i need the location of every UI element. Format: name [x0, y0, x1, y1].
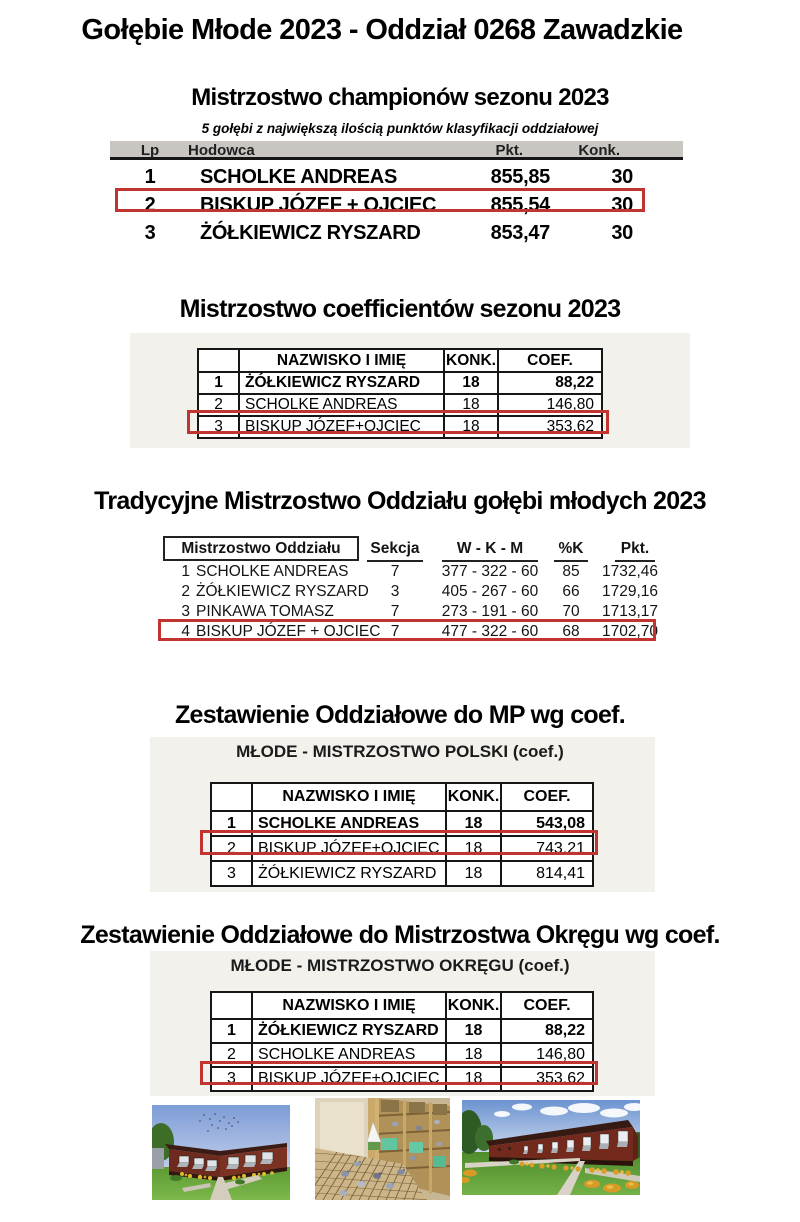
cell-pkt: 853,47	[490, 222, 550, 244]
section-title-champions: Mistrzostwo championów sezonu 2023	[191, 84, 609, 111]
section-title-traditional: Tradycyjne Mistrzostwo Oddziału gołębi młodych 2023	[94, 487, 706, 515]
column-header-name: NAZWISKO I IMIĘ	[240, 350, 445, 371]
column-header-lp: Lp	[140, 142, 160, 159]
cell-coef: 353,62	[536, 1070, 585, 1087]
column-header-konk: Konk.	[578, 142, 620, 159]
cell-nr: 1	[199, 373, 240, 393]
cell-nr: 3	[212, 1068, 253, 1090]
cell-name: BISKUP JÓZEF+OJCIEC	[253, 837, 447, 860]
column-header-hodowca: Hodowca	[188, 142, 255, 159]
loft-interior-illustration	[315, 1098, 450, 1200]
cell-pkt: 1702,70	[601, 623, 658, 640]
cell-konk: 18	[447, 812, 502, 835]
cell-coef: 146,80	[536, 1046, 585, 1063]
cell-sekcja: 7	[390, 603, 400, 620]
highlight-box-champions	[115, 188, 645, 212]
cell-konk: 30	[611, 222, 633, 244]
section-subtitle-mp: MŁODE - MISTRZOSTWO POLSKI (coef.)	[236, 742, 564, 761]
section-title-okreg: Zestawienie Oddziałowe do Mistrzostwa Okręgu wg coef.	[80, 921, 720, 949]
cell-pkt: 855,85	[490, 166, 550, 188]
table-row	[158, 562, 668, 582]
cell-name: ŻÓŁKIEWICZ RYSZARD	[253, 1020, 447, 1042]
section-title-mp: Zestawienie Oddziałowe do MP wg coef.	[174, 701, 626, 729]
cell-coef: 88,22	[544, 1022, 585, 1039]
cell-name: BISKUP JÓZEF + OJCIEC	[196, 623, 381, 640]
table-row	[158, 582, 668, 602]
table-row	[212, 860, 592, 885]
cell-name: ŻÓŁKIEWICZ RYSZARD	[240, 373, 445, 393]
section-subtitle-okreg: MŁODE - MISTRZOSTWO OKRĘGU (coef.)	[230, 956, 570, 975]
cell-konk: 18	[447, 1068, 502, 1090]
cell-nr: 3	[199, 417, 240, 437]
cell-pkt: 855,54	[490, 194, 550, 216]
cell-konk: 30	[611, 194, 633, 216]
column-header-pkt: Pkt.	[615, 538, 655, 562]
cell-wkm: 273 - 191 - 60	[441, 603, 539, 620]
cell-name: SCHOLKE ANDREAS	[253, 1044, 447, 1066]
cell-coef: 146,80	[546, 396, 594, 413]
cell-coef: 88,22	[555, 374, 594, 391]
cell-konk: 30	[611, 166, 633, 188]
table-header-row	[212, 993, 592, 1018]
cell-coef: 543,08	[536, 814, 585, 832]
cell-lp: 1	[144, 166, 156, 188]
cell-nr: 3	[212, 862, 253, 885]
cell-coef: 353,62	[546, 418, 594, 435]
cell-pk: 85	[562, 563, 580, 580]
photo-loft-exterior-right[interactable]	[462, 1100, 640, 1195]
cell-sekcja: 7	[390, 623, 400, 640]
cell-name: ŻÓŁKIEWICZ RYSZARD	[253, 862, 447, 885]
cell-wkm: 477 - 322 - 60	[441, 623, 539, 640]
cell-konk: 18	[445, 417, 499, 437]
cell-name: BISKUP JÓZEF+OJCIEC	[240, 417, 445, 437]
column-header-wkm: W - K - M	[442, 538, 538, 562]
cell-pkt: 1713,17	[601, 603, 658, 620]
column-header-mistrzostwo-oddzialu: Mistrzostwo Oddziału	[163, 536, 359, 561]
loft-exterior-illustration	[152, 1105, 290, 1200]
cell-nr: 2	[199, 395, 240, 415]
cell-konk: 18	[445, 373, 499, 393]
cell-nr: 1	[181, 563, 190, 580]
column-header-pkt: Pkt.	[495, 142, 523, 159]
highlight-box-traditional	[158, 619, 656, 641]
cell-nr: 1	[212, 812, 253, 835]
cell-pk: 66	[562, 583, 580, 600]
column-header-name: NAZWISKO I IMIĘ	[253, 993, 447, 1018]
cell-konk: 18	[445, 395, 499, 415]
cell-hodowca: SCHOLKE ANDREAS	[200, 166, 397, 188]
table-row	[199, 371, 601, 393]
cell-name: PINKAWA TOMASZ	[196, 603, 334, 620]
cell-nr: 2	[212, 837, 253, 860]
photo-loft-exterior-left[interactable]	[152, 1105, 290, 1200]
column-header-procent-k: %K	[554, 538, 588, 562]
champions-table-header	[110, 141, 683, 160]
cell-wkm: 377 - 322 - 60	[441, 563, 539, 580]
cell-konk: 18	[447, 862, 502, 885]
cell-nr: 2	[212, 1044, 253, 1066]
cell-wkm: 405 - 267 - 60	[441, 583, 539, 600]
column-header-coef: COEF.	[527, 351, 573, 369]
column-header-nr	[199, 350, 240, 371]
column-header-coef: COEF.	[523, 996, 571, 1014]
column-header-konk: KONK.	[445, 350, 499, 371]
cell-sekcja: 3	[390, 583, 400, 600]
cell-konk: 18	[447, 1044, 502, 1066]
column-header-sekcja: Sekcja	[367, 538, 423, 562]
column-header-nr	[212, 993, 253, 1018]
column-header-name: NAZWISKO I IMIĘ	[253, 784, 447, 810]
photo-loft-interior[interactable]	[315, 1098, 450, 1200]
table-row	[110, 163, 683, 191]
cell-konk: 18	[447, 837, 502, 860]
table-row	[212, 1018, 592, 1042]
cell-hodowca: ŻÓŁKIEWICZ RYSZARD	[200, 222, 421, 244]
cell-name: SCHOLKE ANDREAS	[240, 395, 445, 415]
column-header-konk: KONK.	[447, 993, 502, 1018]
cell-name: SCHOLKE ANDREAS	[253, 812, 447, 835]
cell-pk: 70	[562, 603, 580, 620]
column-header-nr	[212, 784, 253, 810]
cell-pk: 68	[562, 623, 580, 640]
cell-coef: 814,41	[536, 864, 585, 882]
cell-konk: 18	[447, 1020, 502, 1042]
cell-pkt: 1729,16	[601, 583, 658, 600]
table-row	[110, 219, 683, 247]
cell-name: ŻÓŁKIEWICZ RYSZARD	[196, 583, 369, 600]
cell-lp: 3	[144, 222, 156, 244]
cell-hodowca: BISKUP JÓZEF + OJCIEC	[200, 194, 437, 216]
highlight-box-coefficients	[187, 410, 609, 434]
table-header-row	[199, 350, 601, 371]
table-header-row	[212, 784, 592, 810]
cell-coef: 743,21	[536, 839, 585, 857]
cell-nr: 4	[181, 623, 190, 640]
cell-name: SCHOLKE ANDREAS	[196, 563, 349, 580]
section-subtitle-champions: 5 gołębi z największą ilością punktów klasyfikacji oddziałowej	[201, 121, 599, 136]
cell-nr: 1	[212, 1020, 253, 1042]
cell-sekcja: 7	[390, 563, 400, 580]
cell-name: BISKUP JÓZEF+OJCIEC	[253, 1068, 447, 1090]
cell-nr: 2	[181, 583, 190, 600]
column-header-coef: COEF.	[523, 788, 571, 805]
column-header-konk: KONK.	[447, 784, 502, 810]
page-title: Gołębie Młode 2023 - Oddział 0268 Zawadzkie	[81, 14, 683, 46]
loft-garden-illustration	[462, 1100, 640, 1195]
cell-lp: 2	[144, 194, 156, 216]
section-title-coefficients: Mistrzostwo coefficientów sezonu 2023	[179, 295, 621, 323]
highlight-box-okreg	[200, 1061, 598, 1085]
cell-pkt: 1732,46	[601, 563, 658, 580]
cell-nr: 3	[181, 603, 190, 620]
highlight-box-mp	[200, 830, 598, 855]
